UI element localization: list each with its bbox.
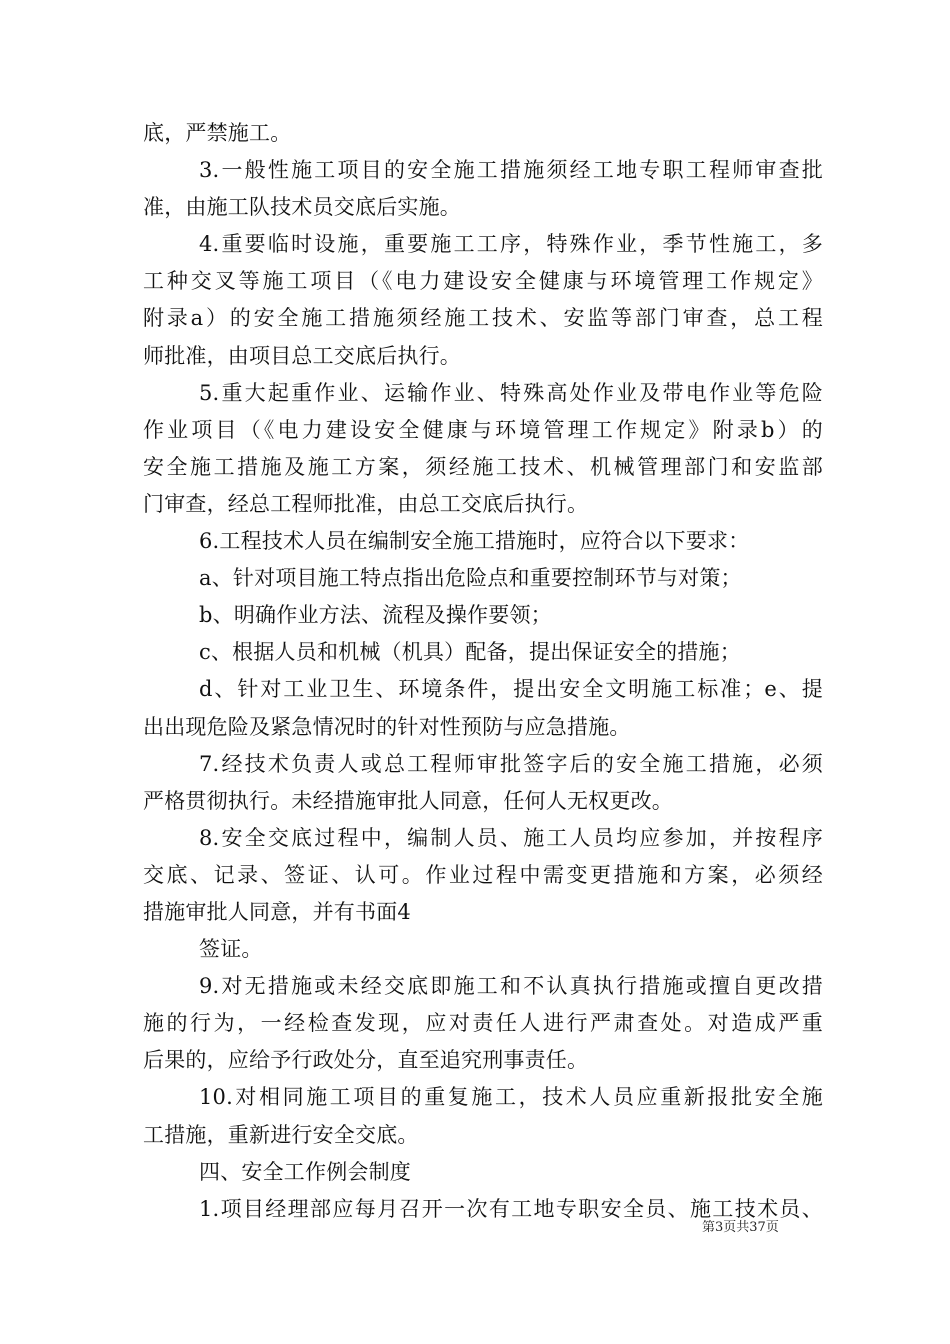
text-line: 安全施工措施及施工方案，须经施工技术、机械管理部门和安监部 <box>143 454 823 479</box>
text-line: 10.对相同施工项目的重复施工，技术人员应重新报批安全施 <box>199 1085 823 1110</box>
document-body <box>143 115 823 1228</box>
text-line: 工措施，重新进行安全交底。 <box>143 1122 419 1147</box>
text-line: 出出现危险及紧急情况时的针对性预防与应急措施。 <box>143 714 631 739</box>
text-line: a、针对项目施工特点指出危险点和重要控制环节与对策； <box>199 566 742 591</box>
text-line: 签证。 <box>199 937 263 962</box>
text-line: 7.经技术负责人或总工程师审批签字后的安全施工措施，必须 <box>199 751 823 776</box>
text-line: 门审查，经总工程师批准，由总工交底后执行。 <box>143 491 589 516</box>
text-line: 底，严禁施工。 <box>143 121 292 145</box>
text-line: b、明确作业方法、流程及操作要领； <box>199 603 552 628</box>
text-line: 工种交叉等施工项目（《电力建设安全健康与环境管理工作规定》 <box>143 269 823 294</box>
text-line: 5.重大起重作业、运输作业、特殊高处作业及带电作业等危险 <box>199 380 823 405</box>
text-line: 准，由施工队技术员交底后实施。 <box>143 195 461 220</box>
text-line: 8.安全交底过程中，编制人员、施工人员均应参加，并按程序 <box>199 825 823 850</box>
page-number-footer: 第3页共37页 <box>702 1220 779 1235</box>
text-line: 3.一般性施工项目的安全施工措施须经工地专职工程师审查批 <box>199 158 823 183</box>
text-line: 措施审批人同意，并有书面4 <box>143 899 411 924</box>
text-line: 严格贯彻执行。未经措施审批人同意，任何人无权更改。 <box>143 788 673 813</box>
text-line: 6.工程技术人员在编制安全施工措施时，应符合以下要求： <box>199 529 750 554</box>
text-line: c、根据人员和机械（机具）配备，提出保证安全的措施； <box>199 640 741 665</box>
text-line: 施的行为，一经检查发现，应对责任人进行严肃查处。对造成严重 <box>143 1011 823 1036</box>
text-line: 后果的，应给予行政处分，直至追究刑事责任。 <box>143 1048 589 1073</box>
text-line: 9.对无措施或未经交底即施工和不认真执行措施或擅自更改措 <box>199 974 823 999</box>
text-line: 师批准，由项目总工交底后执行。 <box>143 343 461 368</box>
text-line: 作业项目（《电力建设安全健康与环境管理工作规定》附录b）的 <box>143 417 823 442</box>
section-heading: 四、安全工作例会制度 <box>199 1159 411 1184</box>
text-line: 1.项目经理部应每月召开一次有工地专职安全员、施工技术员、 <box>199 1196 823 1221</box>
text-line: 附录a）的安全施工措施须经施工技术、安监等部门审查，总工程 <box>143 306 823 331</box>
text-line: 4.重要临时设施，重要施工工序，特殊作业，季节性施工，多 <box>199 232 823 257</box>
text-line: d、针对工业卫生、环境条件，提出安全文明施工标准；e、提 <box>199 677 823 702</box>
text-line: 交底、记录、签证、认可。作业过程中需变更措施和方案，必须经 <box>143 862 823 887</box>
